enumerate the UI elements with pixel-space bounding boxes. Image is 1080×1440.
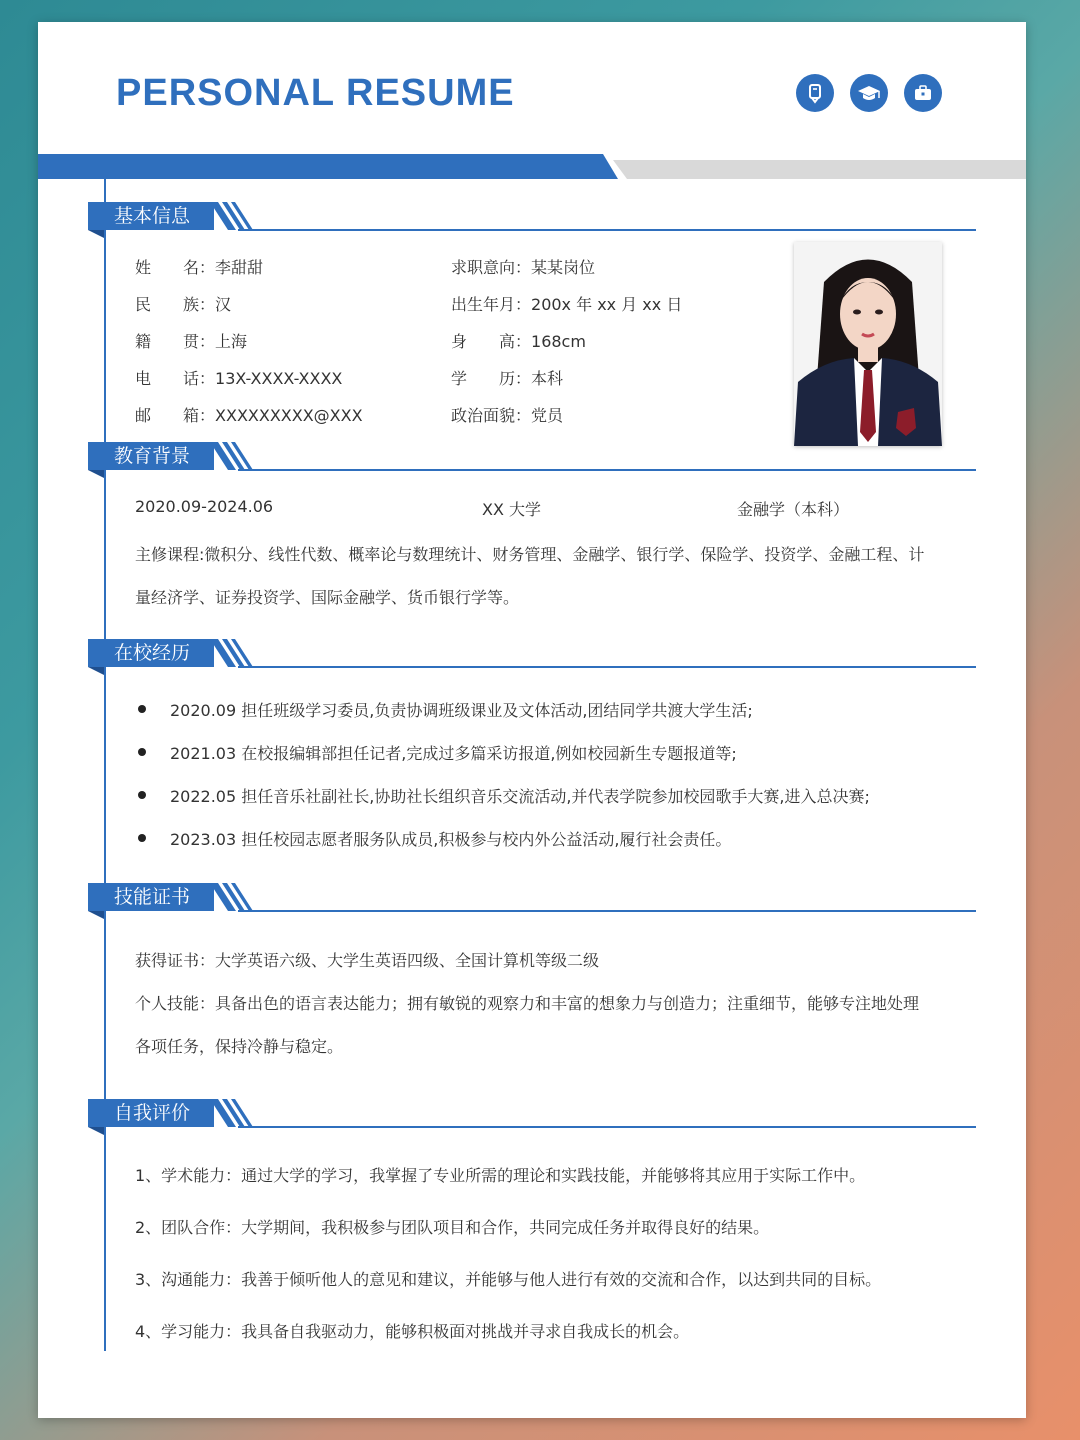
timeline-line [104, 179, 106, 1351]
section-skills [88, 883, 976, 919]
edu-period: 2020.09-2024.06 [135, 497, 274, 516]
header-band-gray [613, 160, 1026, 179]
section-divider [238, 469, 976, 471]
section-tab [88, 1099, 248, 1127]
info-name: 姓 名：李甜甜 [135, 258, 264, 277]
info-job: 求职意向：某某岗位 [451, 258, 596, 277]
info-degree: 学 历：本科 [451, 369, 564, 388]
section-title: 在校经历 [114, 642, 191, 664]
self-item-1: 1、学术能力：通过大学的学习，我掌握了专业所需的理论和实践技能，并能够将其应用于实际工作中。 [135, 1166, 866, 1185]
skills-ability-line1: 个人技能：具备出色的语言表达能力；拥有敏锐的观察力和丰富的想象力与创造力；注重细节，能够专注地处理 [135, 994, 920, 1013]
header-icons [796, 74, 942, 112]
edu-courses-line2: 量经济学、证券投资学、国际金融学、货币银行学等。 [135, 588, 520, 607]
section-title: 教育背景 [114, 445, 191, 467]
briefcase-icon [904, 74, 942, 112]
info-birth: 出生年月：200x 年 xx 月 xx 日 [451, 295, 683, 314]
section-divider [238, 1126, 976, 1128]
section-title: 技能证书 [114, 886, 191, 908]
bullet-icon [138, 791, 146, 799]
bullet-icon [138, 705, 146, 713]
edu-major: 金融学（本科） [737, 500, 850, 519]
info-height: 身 高：168cm [451, 332, 586, 351]
header-band-blue [38, 154, 618, 179]
section-tab [88, 202, 248, 230]
section-divider [238, 666, 976, 668]
section-divider [238, 229, 976, 231]
self-item-4: 4、学习能力：我具备自我驱动力，能够积极面对挑战并寻求自我成长的机会。 [135, 1322, 690, 1341]
thumb-up-icon [796, 74, 834, 112]
section-tab [88, 883, 248, 911]
skills-ability-line2: 各项任务，保持冷静与稳定。 [135, 1037, 344, 1056]
info-politics: 政治面貌：党员 [451, 406, 564, 425]
section-self-evaluation [88, 1099, 976, 1135]
section-tab [88, 639, 248, 667]
page-title: PERSONAL RESUME [116, 72, 515, 114]
edu-school: XX 大学 [482, 500, 542, 519]
campus-item-2: 2021.03 在校报编辑部担任记者,完成过多篇采访报道,例如校园新生专题报道等; [170, 744, 737, 763]
section-divider [238, 910, 976, 912]
section-tab [88, 442, 248, 470]
campus-item-1: 2020.09 担任班级学习委员,负责协调班级课业及文体活动,团结同学共渡大学生活; [170, 701, 753, 720]
info-email: 邮 箱：XXXXXXXXX@XXX [135, 406, 363, 425]
self-item-3: 3、沟通能力：我善于倾听他人的意见和建议，并能够与他人进行有效的交流和合作，以达到共同的目标。 [135, 1270, 882, 1289]
info-phone: 电 话：13X-XXXX-XXXX [135, 369, 343, 388]
info-origin: 籍 贯：上海 [135, 332, 248, 351]
edu-courses-line1: 主修课程:微积分、线性代数、概率论与数理统计、财务管理、金融学、银行学、保险学、投资学、金融工程、计 [135, 545, 925, 564]
bullet-icon [138, 834, 146, 842]
resume-page [38, 22, 1026, 1418]
section-title: 自我评价 [114, 1102, 191, 1124]
section-title: 基本信息 [114, 205, 191, 227]
bullet-icon [138, 748, 146, 756]
self-item-2: 2、团队合作：大学期间，我积极参与团队项目和合作，共同完成任务并取得良好的结果。 [135, 1218, 770, 1237]
graduation-cap-icon [850, 74, 888, 112]
avatar [794, 242, 942, 446]
section-education [88, 442, 976, 478]
campus-item-4: 2023.03 担任校园志愿者服务队成员,积极参与校内外公益活动,履行社会责任。 [170, 830, 732, 849]
info-ethnic: 民 族：汉 [135, 295, 232, 314]
campus-item-3: 2022.05 担任音乐社副社长,协助社长组织音乐交流活动,并代表学院参加校园歌手大赛,进入总决赛; [170, 787, 870, 806]
section-campus [88, 639, 976, 675]
skills-cert: 获得证书：大学英语六级、大学生英语四级、全国计算机等级二级 [135, 951, 600, 970]
section-basic-info [88, 202, 976, 238]
